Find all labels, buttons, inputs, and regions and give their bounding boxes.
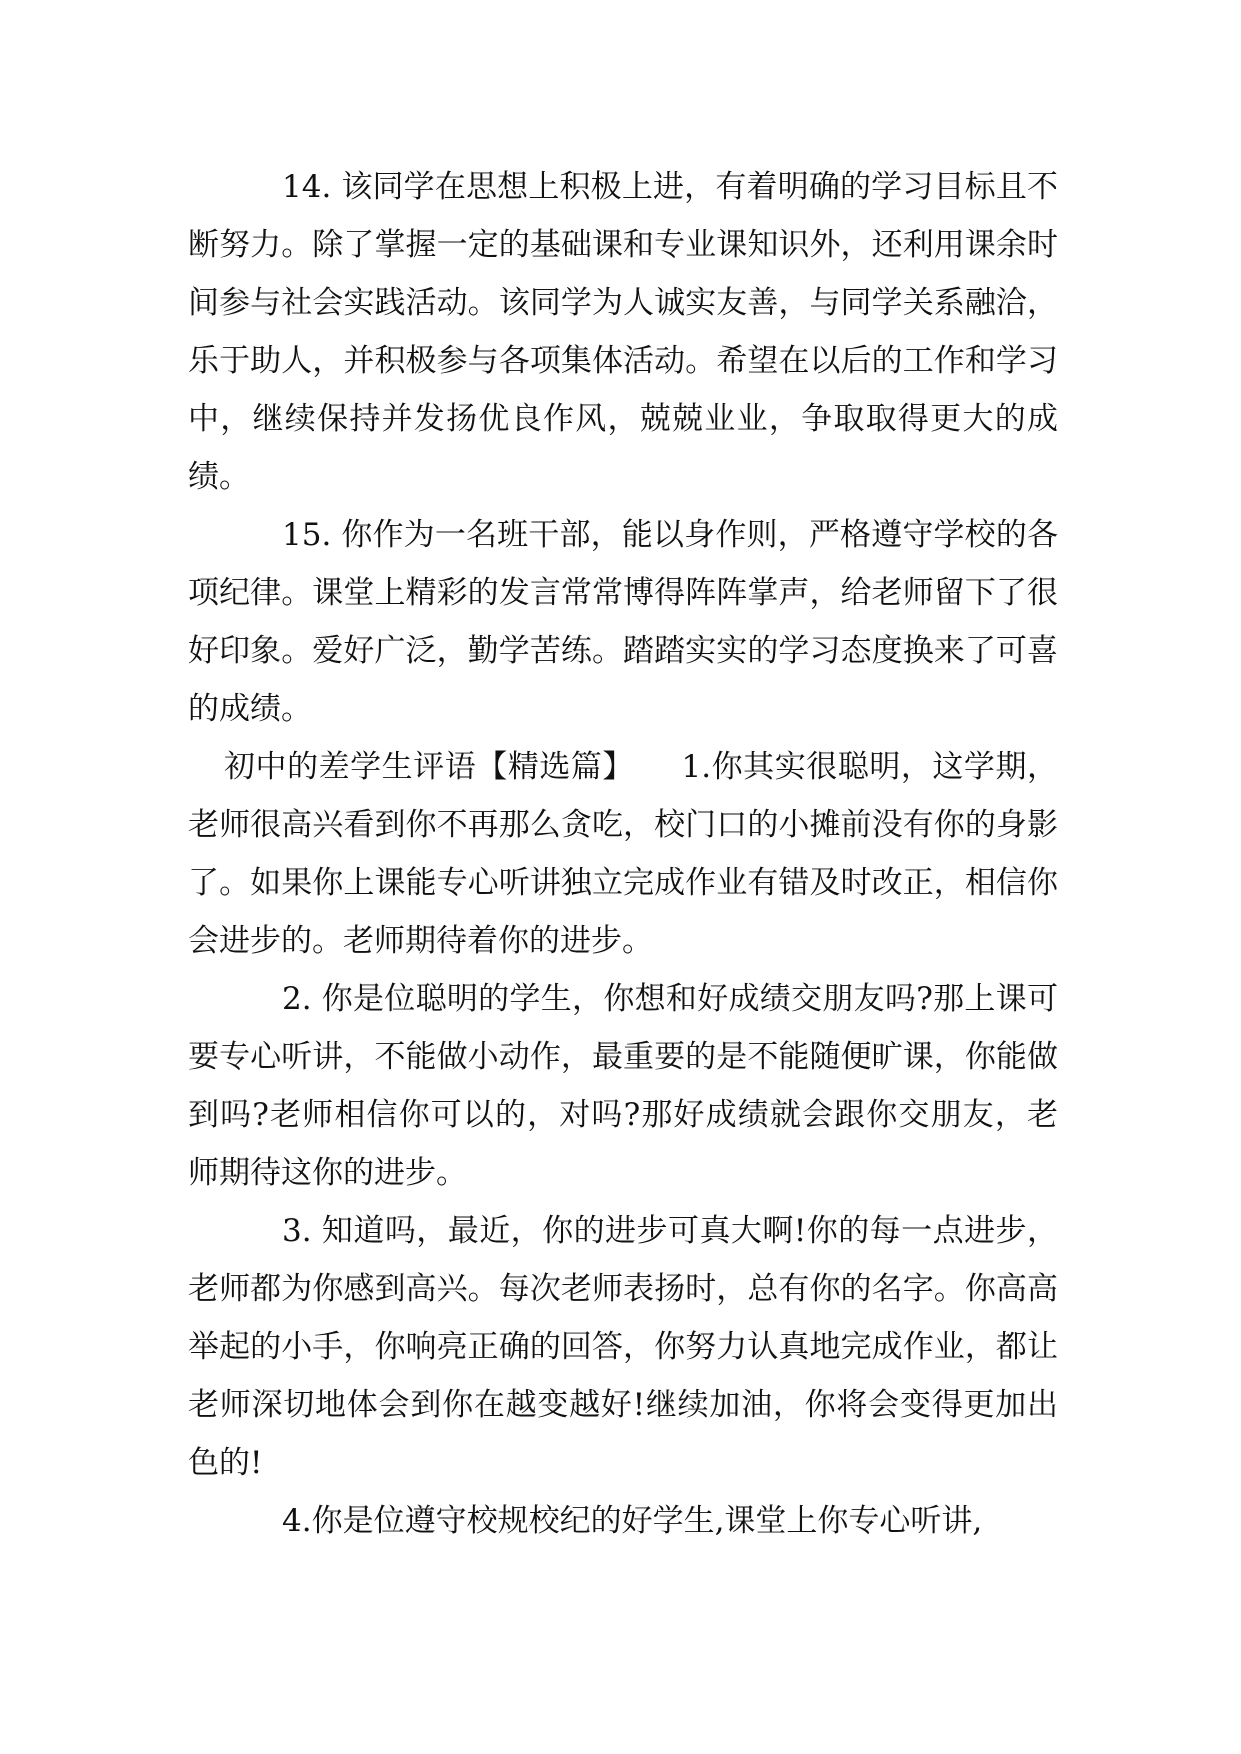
document-body (188, 158, 1058, 1550)
section-heading-paragraph: 初中的差学生评语【精选篇】 1.你其实很聪明，这学期，老师很高兴看到你不再那么贪吃，校门口的小摊前没有你的身影了。如果你上课能专心听讲独立完成作业有错及时改正，相信你会进步的。老师期待着你的进步。 (188, 749, 1058, 959)
paragraph-15: 15. 你作为一名班干部，能以身作则，严格遵守学校的各项纪律。课堂上精彩的发言常常博得阵阵掌声，给老师留下了很好印象。爱好广泛，勤学苦练。踏踏实实的学习态度换来了可喜的成绩。 (188, 517, 1058, 727)
paragraph-2: 2. 你是位聪明的学生，你想和好成绩交朋友吗?那上课可要专心听讲，不能做小动作，最重要的是不能随便旷课，你能做到吗?老师相信你可以的，对吗?那好成绩就会跟你交朋友，老师期待这你的进步。 (188, 981, 1058, 1191)
paragraph-4: 4.你是位遵守校规校纪的好学生,课堂上你专心听讲, (282, 1503, 983, 1539)
paragraph-3: 3. 知道吗，最近，你的进步可真大啊!你的每一点进步，老师都为你感到高兴。每次老师表扬时，总有你的名字。你高高举起的小手，你响亮正确的回答，你努力认真地完成作业，都让老师深切地体会到你在越变越好!继续加油，你将会变得更加出色的! (188, 1213, 1058, 1481)
paragraph-14: 14. 该同学在思想上积极上进，有着明确的学习目标且不断努力。除了掌握一定的基础课和专业课知识外，还利用课余时间参与社会实践活动。该同学为人诚实友善，与同学关系融洽，乐于助人，并积极参与各项集体活动。希望在以后的工作和学习中，继续保持并发扬优良作风，兢兢业业，争取取得更大的成绩。 (188, 169, 1058, 495)
